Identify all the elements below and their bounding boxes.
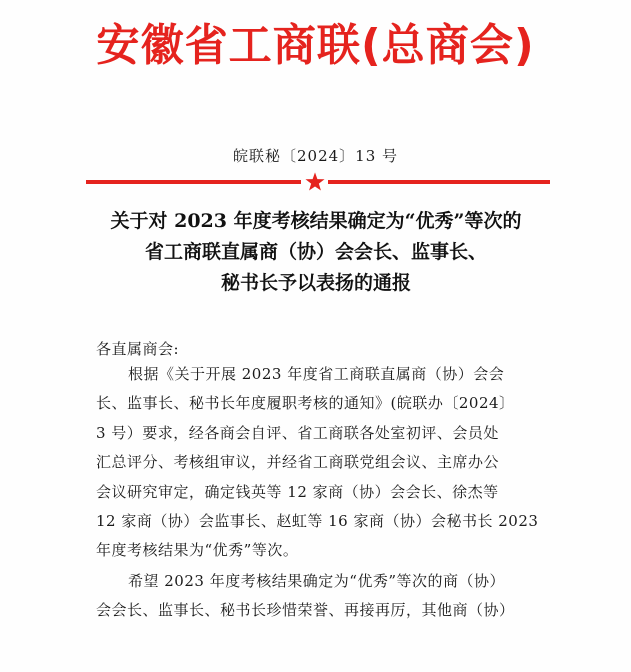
paragraph-line: 会议研究审定，确定钱英等 12 家商（协）会会长、徐杰等 [96, 482, 499, 501]
notice-title-line: 省工商联直属商（协）会会长、监事长、 [144, 241, 487, 263]
paragraph-line: 希望 2023 年度考核结果确定为“优秀”等次的商（协） [128, 572, 506, 590]
paragraph-line: 长、监事长、秘书长年度履职考核的通知》(皖联办〔2024〕 [96, 394, 515, 413]
red-divider-left [86, 180, 301, 184]
paragraph-line: 年度考核结果为“优秀”等次。 [96, 541, 299, 560]
star-icon [304, 171, 326, 193]
paragraph-line: 3 号）要求，经各商会自评、省工商联各处室初评、会员处 [96, 423, 499, 442]
document-number: 皖联秘〔2024〕13 号 [232, 147, 399, 165]
addressee: 各直属商会: [96, 340, 180, 358]
red-divider-right [328, 180, 550, 184]
paragraph-line: 根据《关于开展 2023 年度省工商联直属商（协）会会 [128, 365, 505, 383]
paragraph-line: 汇总评分、考核组审议，并经省工商联党组会议、主席办公 [96, 453, 500, 472]
notice-title [60, 206, 572, 299]
body-paragraph-2 [96, 567, 544, 626]
paragraph-line: 12 家商（协）会监事长、赵虹等 16 家商（协）会秘书长 2023 [96, 512, 539, 531]
paragraph-line: 会会长、监事长、秘书长珍惜荣誉、再接再厉，其他商（协） [96, 601, 515, 620]
body-paragraph-1 [96, 360, 544, 566]
notice-title-line: 关于对 2023 年度考核结果确定为“优秀”等次的 [110, 210, 522, 232]
issuer-header-title: 安徽省工商联(总商会) [96, 20, 535, 71]
notice-title-line: 秘书长予以表扬的通报 [220, 272, 411, 294]
